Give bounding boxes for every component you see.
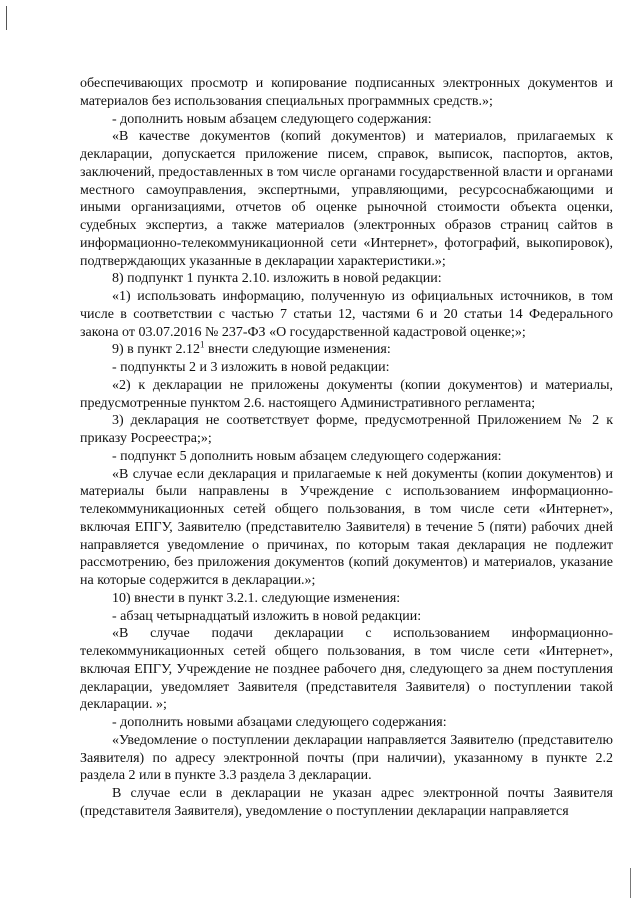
paragraph: В случае если в декларации не указан адрес электронной почты Заявителя (представителя Заявителя), уведомление о поступлении декларации направляется [80,786,613,819]
paragraph: - подпункты 2 и 3 изложить в новой редакции: [112,360,390,375]
paragraph: - дополнить новым абзацем следующего содержания: [112,111,432,127]
paragraph: обеспечивающих просмотр и копирование подписанных электронных документов и материалов без использования специальных программных средств.»; [80,76,613,109]
paragraph: - подпункт 5 дополнить новым абзацем следующего содержания: [112,448,502,464]
paragraph: «2) к декларации не приложены документы (копии документов) и материалы, предусмотренные пунктом 2.6. настоящего Административного регламента; [80,377,613,411]
paragraph: «В случае если декларация и прилагаемые к ней документы (копии документов) и материалы были направлены в Учреждение с использованием информационно-телекоммуникационных сетей общего пользования, в том числе сети «Интернет», включая ЕПГУ, Заявителю (представителю Заявителя) в течение 5 (пяти) рабочих дней направляется уведомление о причинах, по которым такая декларация не подлежит рассмотрению, без приложения документов (копий документов) и материалов, указание на которые содержится в декларации.»; [80,466,613,588]
paragraph: «1) использовать информацию, полученную из официальных источников, в том числе в соответствии с частью 7 статьи 12, частями 6 и 20 статьи 14 Федерального закона от 03.07.2016 № 237-ФЗ «О государственной кадастровой оценке;»; [80,289,613,340]
paragraph: - абзац четырнадцатый изложить в новой редакции: [112,608,422,624]
scan-edge-mark [630,868,631,898]
document-page [80,75,613,821]
paragraph: «В качестве документов (копий документов) и материалов, прилагаемых к декларации, допускается приложение писем, справок, выписок, паспортов, актов, заключений, предоставленных в том числе органами государственной власти и органами местного самоуправления, экспертными, управляющими, ресурсоснабжающими и иными организациями, отчетов об оценке рыночной стоимости объекта оценки, судебных экспертиз, а также материалов (электронных образов страниц сайтов в информационно-телекоммуникационной сети «Интернет», фотографий, выкопировок), подтверждающих указанные в декларации характеристики.»; [80,129,613,269]
paragraph [80,341,613,359]
paragraph: 10) внести в пункт 3.2.1. следующие изменения: [112,590,401,606]
superscript: 1 [200,339,205,350]
scan-edge-mark [6,6,7,30]
paragraph-text: внести следующие изменения: [204,342,391,358]
paragraph: - дополнить новыми абзацами следующего содержания: [112,715,447,730]
paragraph: 3) декларация не соответствует форме, предусмотренной Приложением № 2 к приказу Росреестра;»; [80,413,613,446]
paragraph: 8) подпункт 1 пункта 2.10. изложить в новой редакции: [112,271,442,287]
paragraph: «Уведомление о поступлении декларации направляется Заявителю (представителю Заявителя) по адресу электронной почты (при наличии), указанному в пункте 2.2 раздела 2 или в пункте 3.3 раздела 3 декларации. [80,732,613,784]
paragraph-text: 9) в пункт 2.12 [112,342,200,358]
paragraph: «В случае подачи декларации с использованием информационно-телекоммуникационных сетей общего пользования, в том числе сети «Интернет», включая ЕПГУ, Учреждение не позднее рабочего дня, следующего за днем поступления декларации, уведомляет Заявителя (представителя Заявителя) о поступлении такой декларации. »; [80,626,613,713]
